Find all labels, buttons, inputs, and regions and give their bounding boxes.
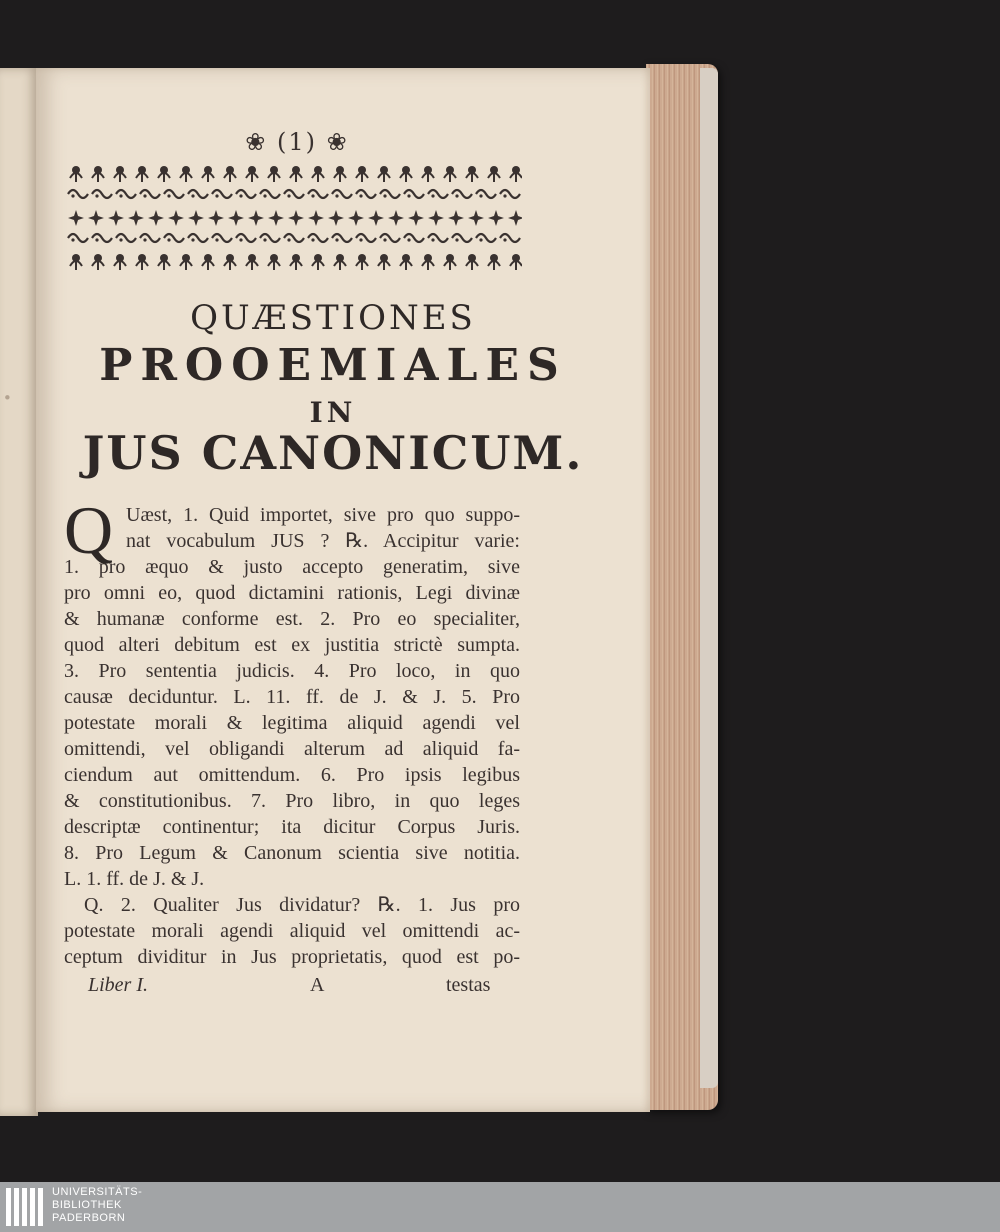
page-number: ❀ (1) ❀ xyxy=(245,128,349,156)
show-through-mark: · xyxy=(2,378,13,418)
library-logo-icon xyxy=(4,1184,48,1230)
text-line: nat vocabulum JUS ? ℞. Accipitur varie: xyxy=(126,530,520,552)
title-line-3: IN xyxy=(309,396,357,429)
fleuron-right-icon: ❀ xyxy=(326,128,349,156)
text-line: Uæst, 1. Quid importet, sive pro quo suppo- xyxy=(126,504,520,526)
text-line: L. 1. ff. de J. & J. xyxy=(64,868,205,890)
signature-line: Liber I. xyxy=(88,974,148,996)
text-line: quod alteri debitum est ex justitia strictè sumpta. xyxy=(64,634,520,656)
body-text xyxy=(64,492,520,970)
text-line: omittendi, vel obligandi alterum ad aliquid fa- xyxy=(64,738,520,760)
text-line: & humanæ conforme est. 2. Pro eo specialiter, xyxy=(64,608,520,630)
fleuron-left-icon: ❀ xyxy=(245,128,268,156)
library-banner xyxy=(0,1182,1000,1232)
text-line: ciendum aut omittendum. 6. Pro ipsis legibus xyxy=(64,764,520,786)
text-line: ceptum dividitur in Jus proprietatis, quod est po- xyxy=(64,946,520,968)
text-line: pro omni eo, quod dictamini rationis, Legi divinæ xyxy=(64,582,520,604)
previous-page-edge xyxy=(0,68,38,1116)
text-line: Q. 2. Qualiter Jus dividatur? ℞. 1. Jus pro xyxy=(84,894,520,916)
text-line: 1. pro æquo & justo accepto generatim, sive xyxy=(64,556,520,578)
title-line-4: JUS CANONICUM. xyxy=(82,426,584,480)
page-footer xyxy=(88,974,490,1002)
text-line: 8. Pro Legum & Canonum scientia sive notitia. xyxy=(64,842,520,864)
text-line: causæ deciduntur. L. 11. ff. de J. & J. 5. Pro xyxy=(64,686,520,708)
text-line: & constitutionibus. 7. Pro libro, in quo leges xyxy=(64,790,520,812)
catchword: testas xyxy=(446,974,491,996)
title-line-1: QUÆSTIONES xyxy=(190,298,476,338)
text-line: potestate morali agendi aliquid vel omittendi ac- xyxy=(64,920,520,942)
library-name: UNIVERSITÄTS- BIBLIOTHEK PADERBORN xyxy=(52,1186,143,1224)
text-line: descriptæ continentur; ita dicitur Corpus Juris. xyxy=(64,816,520,838)
gathering-mark: A xyxy=(310,974,325,996)
text-line: 3. Pro sententia judicis. 4. Pro loco, in quo xyxy=(64,660,520,682)
text-line: potestate morali & legitima aliquid agendi vel xyxy=(64,712,520,734)
book-cover-edge xyxy=(700,68,718,1088)
title-line-2: PROOEMIALES xyxy=(99,340,567,391)
drop-capital: Q xyxy=(64,492,114,568)
